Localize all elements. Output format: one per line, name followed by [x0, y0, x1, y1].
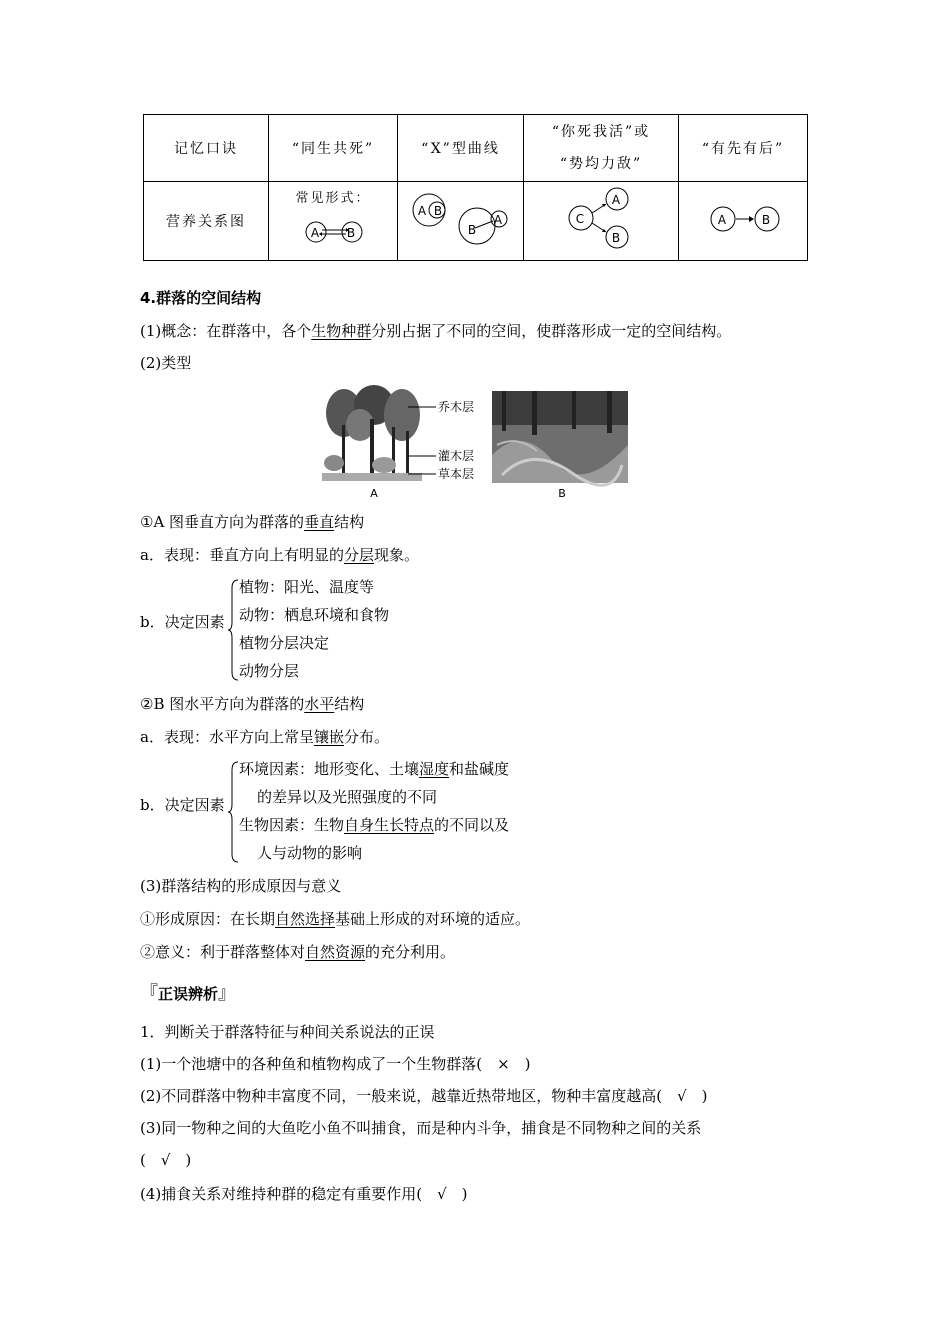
cell-predation-mnemonic: “有先有后”	[679, 115, 808, 182]
ground-cover-photo	[492, 391, 628, 485]
vertical-factor-plant-layering: 植物分层决定	[239, 634, 330, 652]
parasitism-node-a1: A	[417, 204, 429, 218]
horizontal-factor-bio-2: 人与动物的影响	[257, 844, 363, 862]
competition-node-c: C	[575, 212, 587, 226]
horizontal-factor-bio-1: 生物因素：生物自身生长特点的不同以及	[239, 816, 510, 834]
tree-layer-label: 乔木层	[438, 400, 475, 414]
mutualism-diagram	[270, 182, 396, 256]
mutualism-node-b: B	[346, 226, 358, 240]
panel-b-label: B	[558, 487, 566, 500]
horizontal-manifestation-line: a．表现：水平方向上常呈镶嵌分布。	[140, 728, 389, 746]
cell-competition-diagram	[524, 182, 679, 261]
origin-title: (3)群落结构的形成原因与意义	[140, 877, 342, 895]
row-header-mnemonic: 记忆口诀	[144, 115, 269, 182]
judge-question-title: 1．判断关于群落特征与种间关系说法的正误	[140, 1023, 435, 1041]
close-bracket-icon: 』	[218, 983, 237, 1004]
vertical-structure-line: ①A 图垂直方向为群落的垂直结构	[140, 513, 365, 531]
competition-diagram	[525, 182, 677, 256]
vertical-factors-label: b．决定因素	[140, 613, 225, 631]
cell-mutualism-mnemonic: “同生共死”	[269, 115, 398, 182]
judge-header: 『正误辨析』	[140, 983, 237, 1004]
vertical-factor-animal-layering: 动物分层	[239, 662, 300, 680]
judge-item-4: (4)捕食关系对维持种群的稳定有重要作用( √ )	[140, 1185, 468, 1203]
origin-significance-line: ②意义：利于群落整体对自然资源的充分利用。	[140, 943, 456, 961]
cell-mutualism-diagram	[269, 182, 398, 261]
community-structure-figure	[322, 385, 632, 503]
parasitism-node-b1: B	[433, 204, 445, 218]
cell-competition-mnemonic	[524, 115, 679, 182]
cell-parasitism-mnemonic: “X”型曲线	[398, 115, 524, 182]
judge-item-2: (2)不同群落中物种丰富度不同，一般来说，越靠近热带地区，物种丰富度越高( √ )	[140, 1087, 708, 1105]
competition-node-b: B	[611, 231, 623, 245]
competition-mnemonic-line2: “势均力敌”	[559, 156, 643, 172]
cell-parasitism-diagram	[398, 182, 524, 261]
relationship-table	[143, 114, 808, 261]
horizontal-factors-label: b．决定因素	[140, 796, 225, 814]
row-header-diagram: 营养关系图	[144, 182, 269, 261]
predation-diagram	[679, 182, 807, 256]
section-title: 4.群落的空间结构	[140, 289, 262, 307]
vertical-manifestation-line: a．表现：垂直方向上有明显的分层现象。	[140, 546, 419, 564]
herb-layer-label: 草本层	[438, 467, 475, 481]
parasitism-diagram	[399, 182, 522, 256]
forest-layers-illustration	[322, 385, 422, 481]
judge-item-1: (1)一个池塘中的各种鱼和植物构成了一个生物群落( × )	[140, 1055, 531, 1073]
horizontal-factor-env-1: 环境因素：地形变化、土壤湿度和盐碱度	[239, 760, 510, 778]
concept-line: (1)概念：在群落中，各个生物种群分别占据了不同的空间，使群落形成一定的空间结构。	[140, 322, 732, 340]
parasitism-node-a2: A	[493, 213, 505, 227]
mutualism-node-a: A	[310, 226, 322, 240]
competition-node-a: A	[611, 193, 623, 207]
predation-node-a: A	[717, 213, 729, 227]
panel-a-label: A	[370, 487, 378, 500]
shrub-layer-label: 灌木层	[438, 449, 475, 463]
horizontal-structure-line: ②B 图水平方向为群落的水平结构	[140, 695, 365, 713]
vertical-factor-animals: 动物：栖息环境和食物	[239, 606, 390, 624]
predation-node-b: B	[761, 213, 773, 227]
common-form-label: 常见形式：	[295, 191, 371, 206]
competition-mnemonic-line1: “你死我活”或	[551, 124, 651, 140]
horizontal-factor-env-2: 的差异以及光照强度的不同	[257, 788, 438, 806]
types-label: (2)类型	[140, 354, 192, 372]
open-bracket-icon: 『	[140, 983, 158, 1004]
origin-reason-line: ①形成原因：在长期自然选择基础上形成的对环境的适应。	[140, 910, 531, 928]
judge-item-3: (3)同一物种之间的大鱼吃小鱼不叫捕食，而是种内斗争，捕食是不同物种之间的关系	[140, 1119, 702, 1137]
parasitism-node-b2: B	[467, 223, 479, 237]
judge-item-3-answer: ( √ )	[140, 1151, 192, 1169]
vertical-factor-plants: 植物：阳光、温度等	[239, 578, 375, 596]
cell-predation-diagram	[679, 182, 808, 261]
